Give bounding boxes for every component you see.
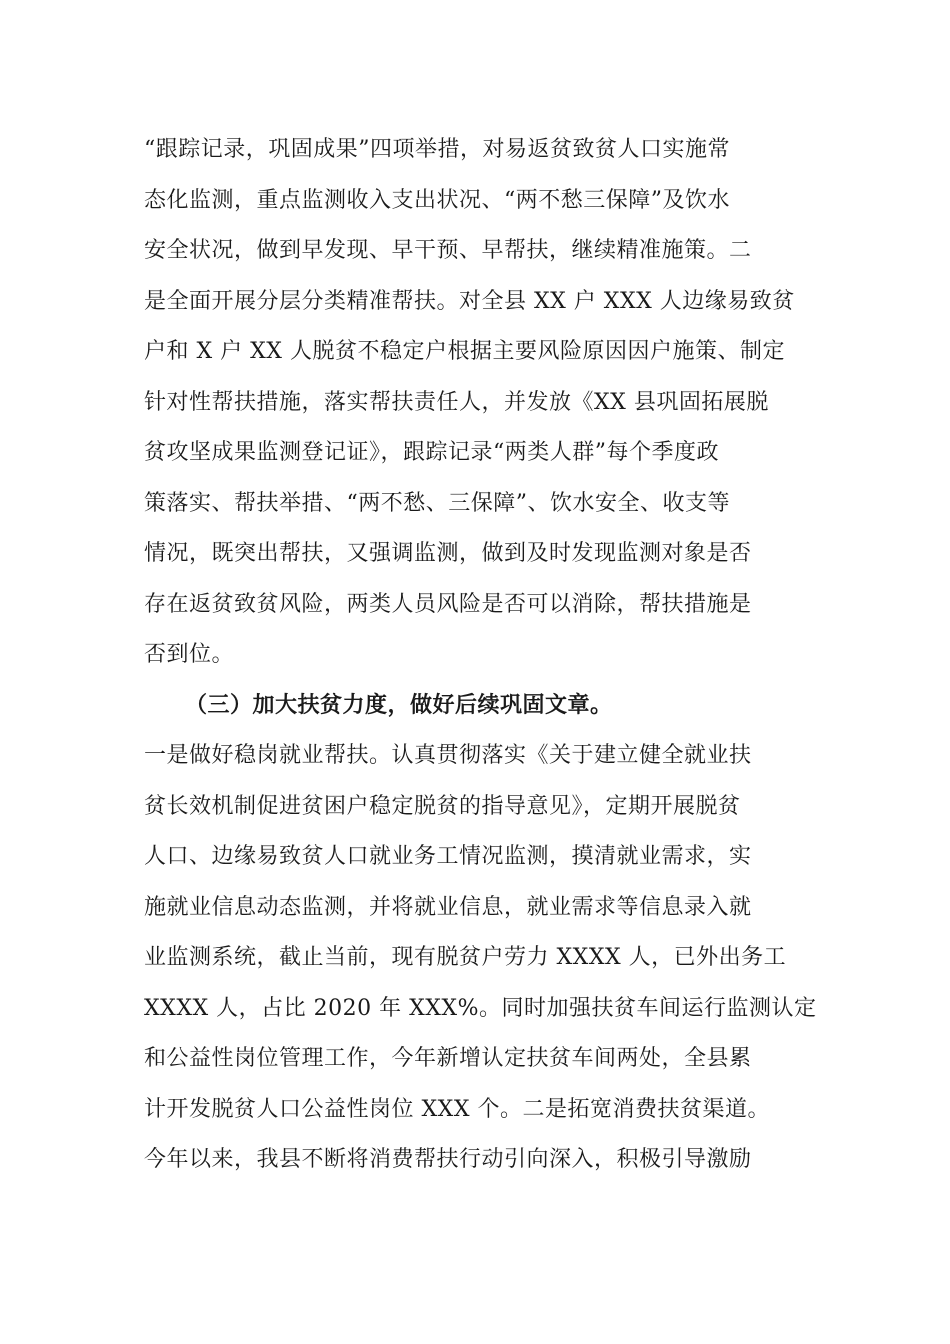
text-line: “跟踪记录，巩固成果”四项举措，对易返贫致贫人口实施常 <box>144 137 730 162</box>
text-line: 是全面开展分层分类精准帮扶。对全县 XX 户 XXX 人边缘易致贫 <box>144 289 795 314</box>
text-line: 态化监测，重点监测收入支出状况、“两不愁三保障”及饮水 <box>144 188 730 213</box>
section-heading: （三）加大扶贫力度，做好后续巩固文章。 <box>185 693 613 718</box>
text-line: 计开发脱贫人口公益性岗位 XXX 个。二是拓宽消费扶贫渠道。 <box>144 1097 770 1122</box>
text-line: 贫长效机制促进贫困户稳定脱贫的指导意见》，定期开展脱贫 <box>144 794 741 819</box>
text-line: 策落实、帮扶举措、“两不愁、三保障”、饮水安全、收支等 <box>144 491 730 516</box>
text-line: 和公益性岗位管理工作，今年新增认定扶贫车间两处，全县累 <box>144 1046 752 1071</box>
text-line: XXXX 人，占比 2020 年 XXX%。同时加强扶贫车间运行监测认定 <box>144 996 817 1021</box>
text-line: 安全状况，做到早发现、早干预、早帮扶，继续精准施策。二 <box>144 238 752 263</box>
text-line: 业监测系统，截止当前，现有脱贫户劳力 XXXX 人，已外出务工 <box>144 945 787 970</box>
text-line: 存在返贫致贫风险，两类人员风险是否可以消除，帮扶措施是 <box>144 592 752 617</box>
text-line: 人口、边缘易致贫人口就业务工情况监测，摸清就业需求，实 <box>144 844 752 869</box>
text-line: 施就业信息动态监测，并将就业信息，就业需求等信息录入就 <box>144 895 752 920</box>
text-line: 一是做好稳岗就业帮扶。认真贯彻落实《关于建立健全就业扶 <box>144 743 752 768</box>
text-line: 户和 X 户 XX 人脱贫不稳定户根据主要风险原因因户施策、制定 <box>144 339 785 364</box>
text-line: 贫攻坚成果监测登记证》，跟踪记录“两类人群”每个季度政 <box>144 440 719 465</box>
text-line: 今年以来，我县不断将消费帮扶行动引向深入，积极引导激励 <box>144 1147 752 1172</box>
text-line: 否到位。 <box>144 642 235 667</box>
text-line: 情况，既突出帮扶，又强调监测，做到及时发现监测对象是否 <box>144 541 752 566</box>
text-line: 针对性帮扶措施，落实帮扶责任人，并发放《XX 县巩固拓展脱 <box>144 390 769 415</box>
